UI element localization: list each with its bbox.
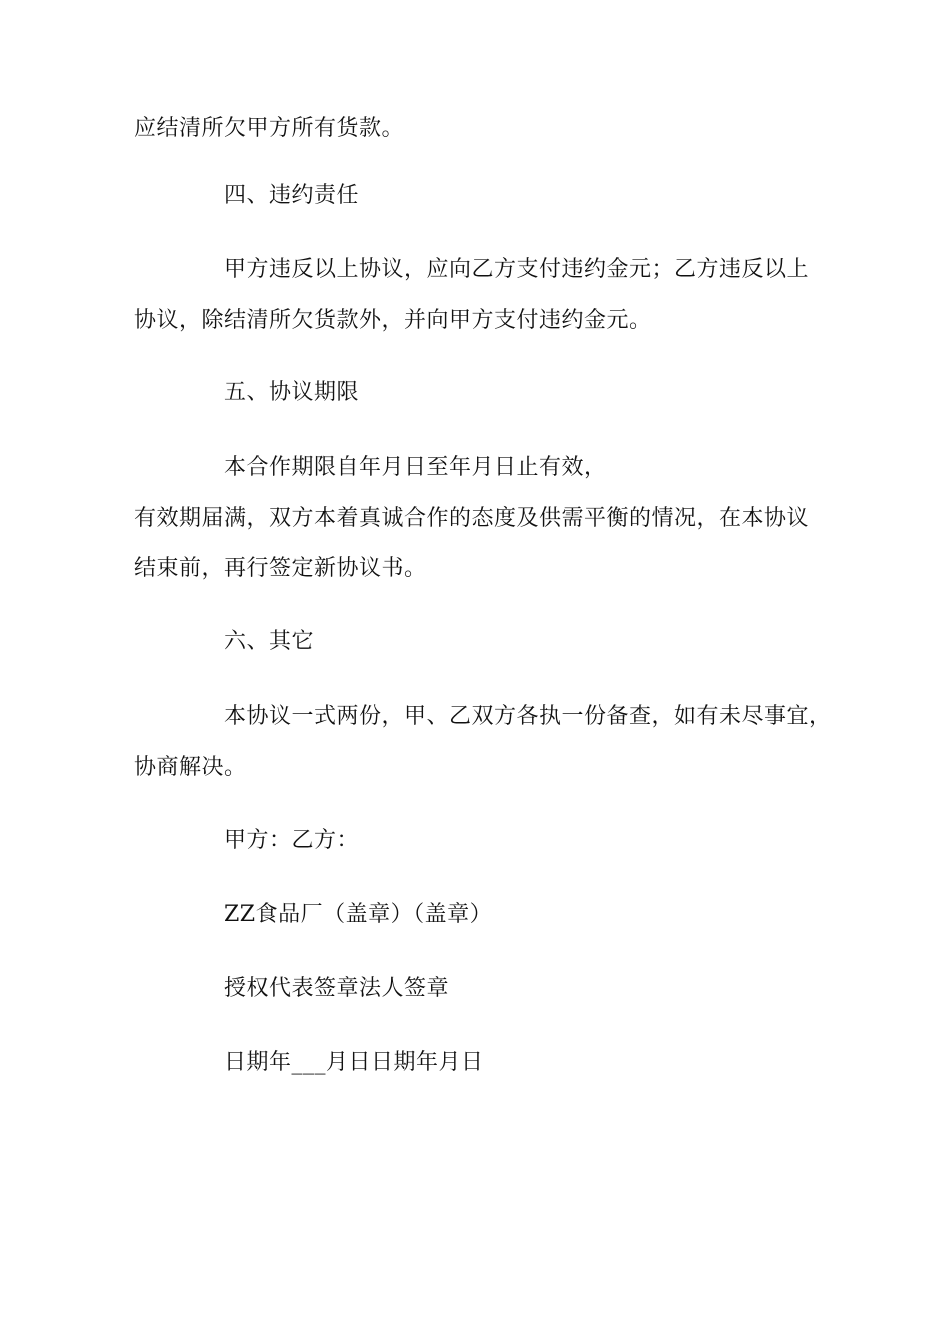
text-line: 应结清所欠甲方所有货款。 xyxy=(134,116,405,141)
text-line: 本协议一式两份，甲、乙双方各执一份备查，如有未尽事宜， xyxy=(224,704,832,729)
text-line: 协议，除结清所欠货款外，并向甲方支付违约金元。 xyxy=(134,308,652,333)
section-heading: 四、违约责任 xyxy=(224,183,360,208)
signature-dates: 日期年___月日日期年月日 xyxy=(224,1050,484,1075)
text-line: 本合作期限自年月日至年月日止有效， xyxy=(224,455,607,480)
text-line: 甲方违反以上协议，应向乙方支付违约金元；乙方违反以上 xyxy=(224,257,810,282)
text-line: 结束前，再行签定新协议书。 xyxy=(134,556,427,581)
signature-parties: 甲方：乙方： xyxy=(224,828,360,853)
signature-signers: 授权代表签章法人签章 xyxy=(224,976,450,1001)
text-line: 有效期届满，双方本着真诚合作的态度及供需平衡的情况，在本协议 xyxy=(134,506,810,531)
text-line: 协商解决。 xyxy=(134,755,247,780)
section-heading: 五、协议期限 xyxy=(224,380,360,405)
section-heading: 六、其它 xyxy=(224,629,315,654)
signature-seals: ZZ食品厂（盖章）（盖章） xyxy=(224,902,493,927)
